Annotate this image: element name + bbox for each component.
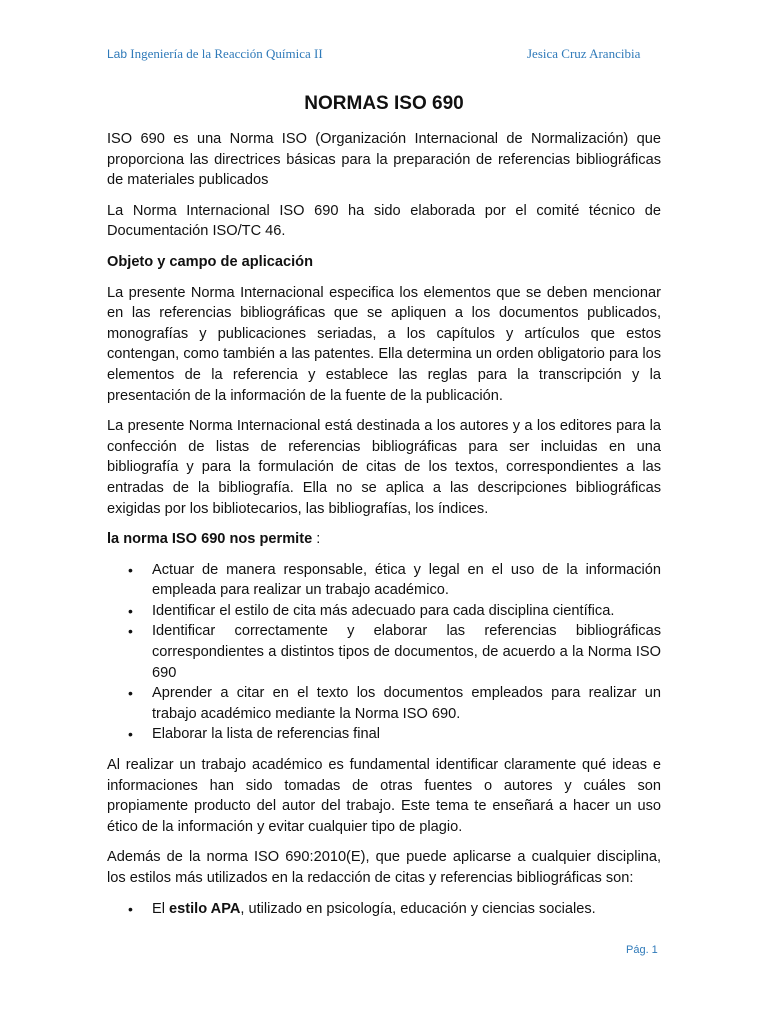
page-number: Pág. 1: [626, 944, 658, 956]
page-header: [0, 46, 768, 66]
header-course: [107, 46, 323, 62]
header-course-name: Ingeniería de la Reacción Química II: [127, 46, 323, 61]
document-title: NORMAS ISO 690: [304, 93, 464, 114]
bullet-list-styles: [107, 899, 661, 920]
document-body: [107, 92, 661, 929]
list-item: • Identificar correctamente y elaborar las referencias bibliográficas correspondientes a distintos tipos de documentos, de acuerdo a la Norma ISO 690: [107, 621, 661, 683]
paragraph-scope: La presente Norma Internacional especifica los elementos que se deben mencionar en las referencias bibliográficas que se apliquen a los documentos publicados, monografías y publicaciones seriadas, a los capítulos y artículos que estos contengan, como también a las patentes. Ella determina un orden obligatorio para los elementos de la referencia y establece las reglas para la transcripción y la presentación de la información de la fuente de la publicación.: [107, 284, 661, 404]
header-lab: Lab: [107, 47, 128, 61]
permits-heading-colon: :: [312, 531, 321, 548]
style-name: estilo APA: [169, 900, 241, 917]
style-prefix: El: [152, 900, 170, 917]
paragraph-committee: La Norma Internacional ISO 690 ha sido elaborada por el comité técnico de Documentación ISO/TC 46.: [107, 202, 661, 240]
list-item: • Elaborar la lista de referencias final: [107, 724, 661, 745]
paragraph-intro: ISO 690 es una Norma ISO (Organización Internacional de Normalización) que proporciona las directrices básicas para la preparación de referencias bibliográficas de materiales publicados: [107, 131, 661, 189]
paragraph-audience: La presente Norma Internacional está destinada a los autores y a los editores para la confección de listas de referencias bibliográficas para ser incluidas en una bibliografía y para la formulación de citas de los textos, correspondientes a las entradas de la bibliografía. Ella no se aplica a las descripciones bibliográficas exigidas por los bibliotecarios, las bibliografías, los índices.: [107, 418, 661, 517]
section-heading-permits: [107, 529, 661, 550]
style-description: , utilizado en psicología, educación y ciencias sociales.: [240, 900, 596, 917]
paragraph-citation-styles: Además de la norma ISO 690:2010(E), que puede aplicarse a cualquier disciplina, los estilos más utilizados en la redacción de citas y referencias bibliográficas son:: [107, 849, 661, 886]
section-heading-scope: Objeto y campo de aplicación: [107, 253, 313, 270]
header-author: Jesica Cruz Arancibia: [527, 46, 641, 61]
permits-heading-bold: la norma ISO 690 nos permite: [107, 531, 313, 548]
bullet-list-permits: [107, 560, 661, 745]
paragraph-academic-work: Al realizar un trabajo académico es fundamental identificar claramente qué ideas e informaciones han sido tomadas de otras fuentes o autores y cuáles son propiamente producto del autor del trabajo. Este tema te enseñará a hacer un uso ético de la información y evitar cualquier tipo de plagio.: [107, 757, 661, 835]
list-item: • Aprender a citar en el texto los documentos empleados para realizar un trabajo académico mediante la Norma ISO 690.: [107, 683, 661, 724]
list-item: • Identificar el estilo de cita más adecuado para cada disciplina científica.: [107, 601, 661, 622]
list-item: • Actuar de manera responsable, ética y legal en el uso de la información empleada para realizar un trabajo académico.: [107, 560, 661, 601]
list-item: [107, 899, 661, 920]
